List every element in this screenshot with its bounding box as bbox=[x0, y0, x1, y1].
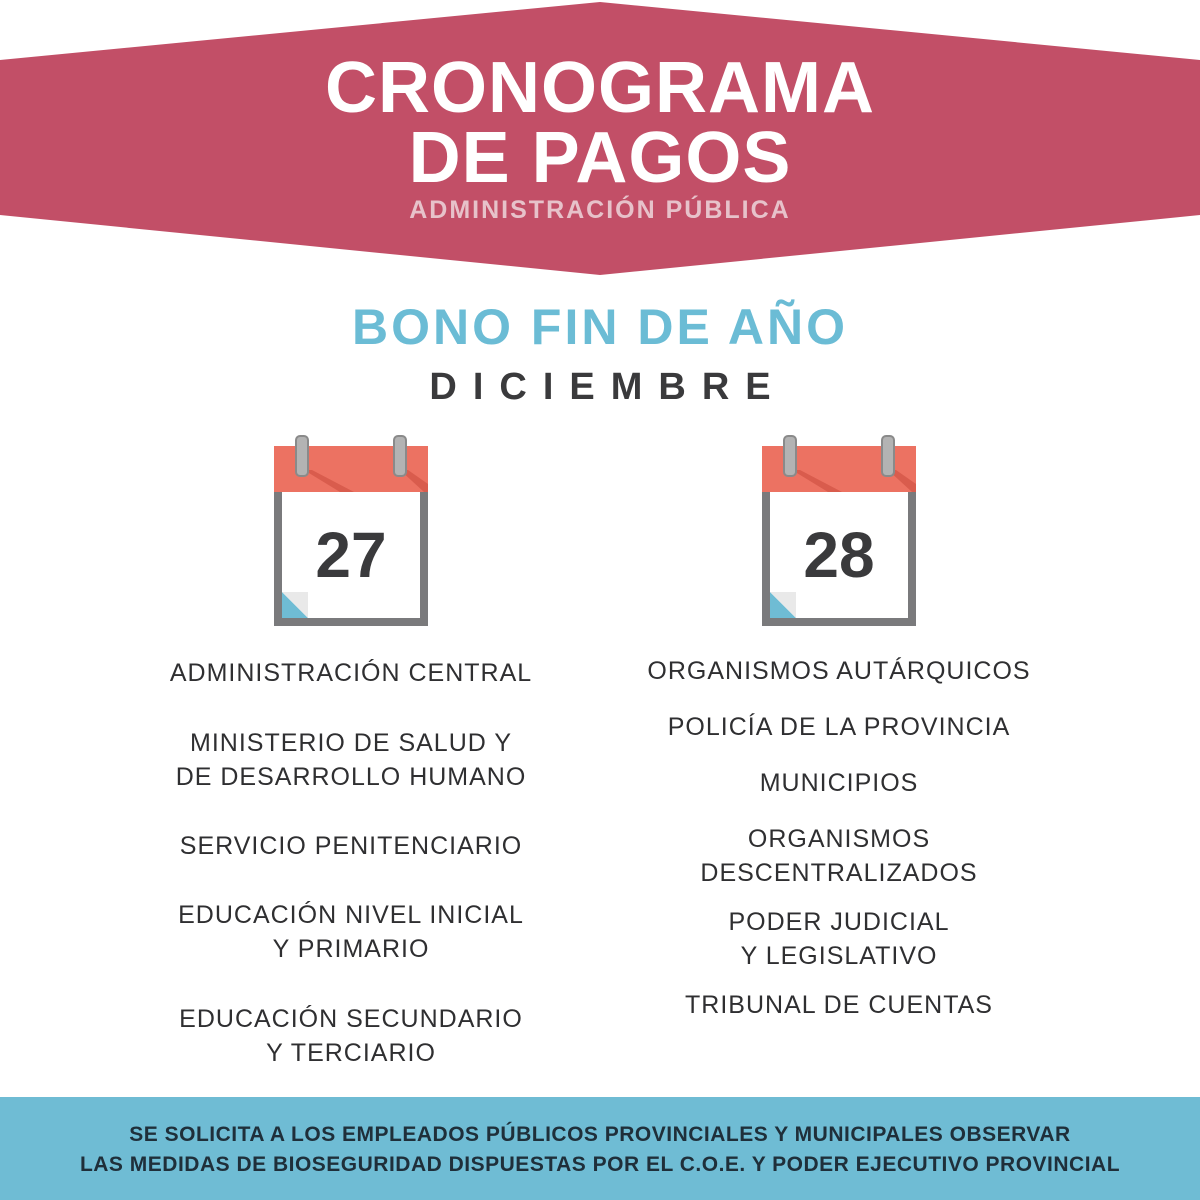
list-item-line: PODER JUDICIAL bbox=[728, 908, 950, 936]
page-title-line2: DE PAGOS bbox=[408, 118, 792, 198]
list-item: SERVICIO PENITENCIARIO bbox=[179, 832, 523, 860]
footer-line1: SE SOLICITA A LOS EMPLEADOS PÚBLICOS PROVINCIALES Y MUNICIPALES OBSERVAR bbox=[129, 1123, 1071, 1146]
list-item-line: ORGANISMOS bbox=[747, 825, 931, 853]
list-item-line: EDUCACIÓN NIVEL INICIAL bbox=[178, 901, 524, 929]
list-item bbox=[559, 822, 1119, 890]
list-item bbox=[559, 905, 1119, 973]
calendar-day-27: 27 bbox=[315, 519, 387, 591]
list-item: MUNICIPIOS bbox=[759, 769, 919, 797]
list-item-line: DESCENTRALIZADOS bbox=[700, 859, 978, 887]
list-item bbox=[71, 726, 631, 794]
list-item: POLICÍA DE LA PROVINCIA bbox=[667, 713, 1011, 741]
list-item-line: EDUCACIÓN SECUNDARIO bbox=[179, 1005, 523, 1033]
list-item-line: Y PRIMARIO bbox=[272, 935, 430, 963]
footer-banner bbox=[0, 1097, 1200, 1200]
list-item-line: Y LEGISLATIVO bbox=[740, 942, 938, 970]
bono-title: BONO FIN DE AÑO bbox=[352, 299, 848, 355]
calendar-icon-27 bbox=[274, 434, 428, 626]
page-subtitle: ADMINISTRACIÓN PÚBLICA bbox=[409, 196, 791, 224]
list-item-line: Y TERCIARIO bbox=[266, 1039, 436, 1067]
list-item bbox=[71, 1002, 631, 1070]
month-label: DICIEMBRE bbox=[429, 366, 787, 408]
list-item: ADMINISTRACIÓN CENTRAL bbox=[169, 659, 533, 687]
calendar-day-28: 28 bbox=[803, 519, 875, 591]
footer-line2: LAS MEDIDAS DE BIOSEGURIDAD DISPUESTAS POR EL C.O.E. Y PODER EJECUTIVO PROVINCIAL bbox=[79, 1153, 1121, 1176]
page-title-line1: CRONOGRAMA bbox=[325, 48, 875, 128]
calendar-icon-28 bbox=[762, 434, 916, 626]
list-item-line: DE DESARROLLO HUMANO bbox=[175, 763, 527, 791]
list-item: TRIBUNAL DE CUENTAS bbox=[685, 991, 993, 1019]
list-item bbox=[71, 898, 631, 966]
list-item-line: MINISTERIO DE SALUD Y bbox=[190, 729, 512, 757]
list-item: ORGANISMOS AUTÁRQUICOS bbox=[647, 657, 1031, 685]
